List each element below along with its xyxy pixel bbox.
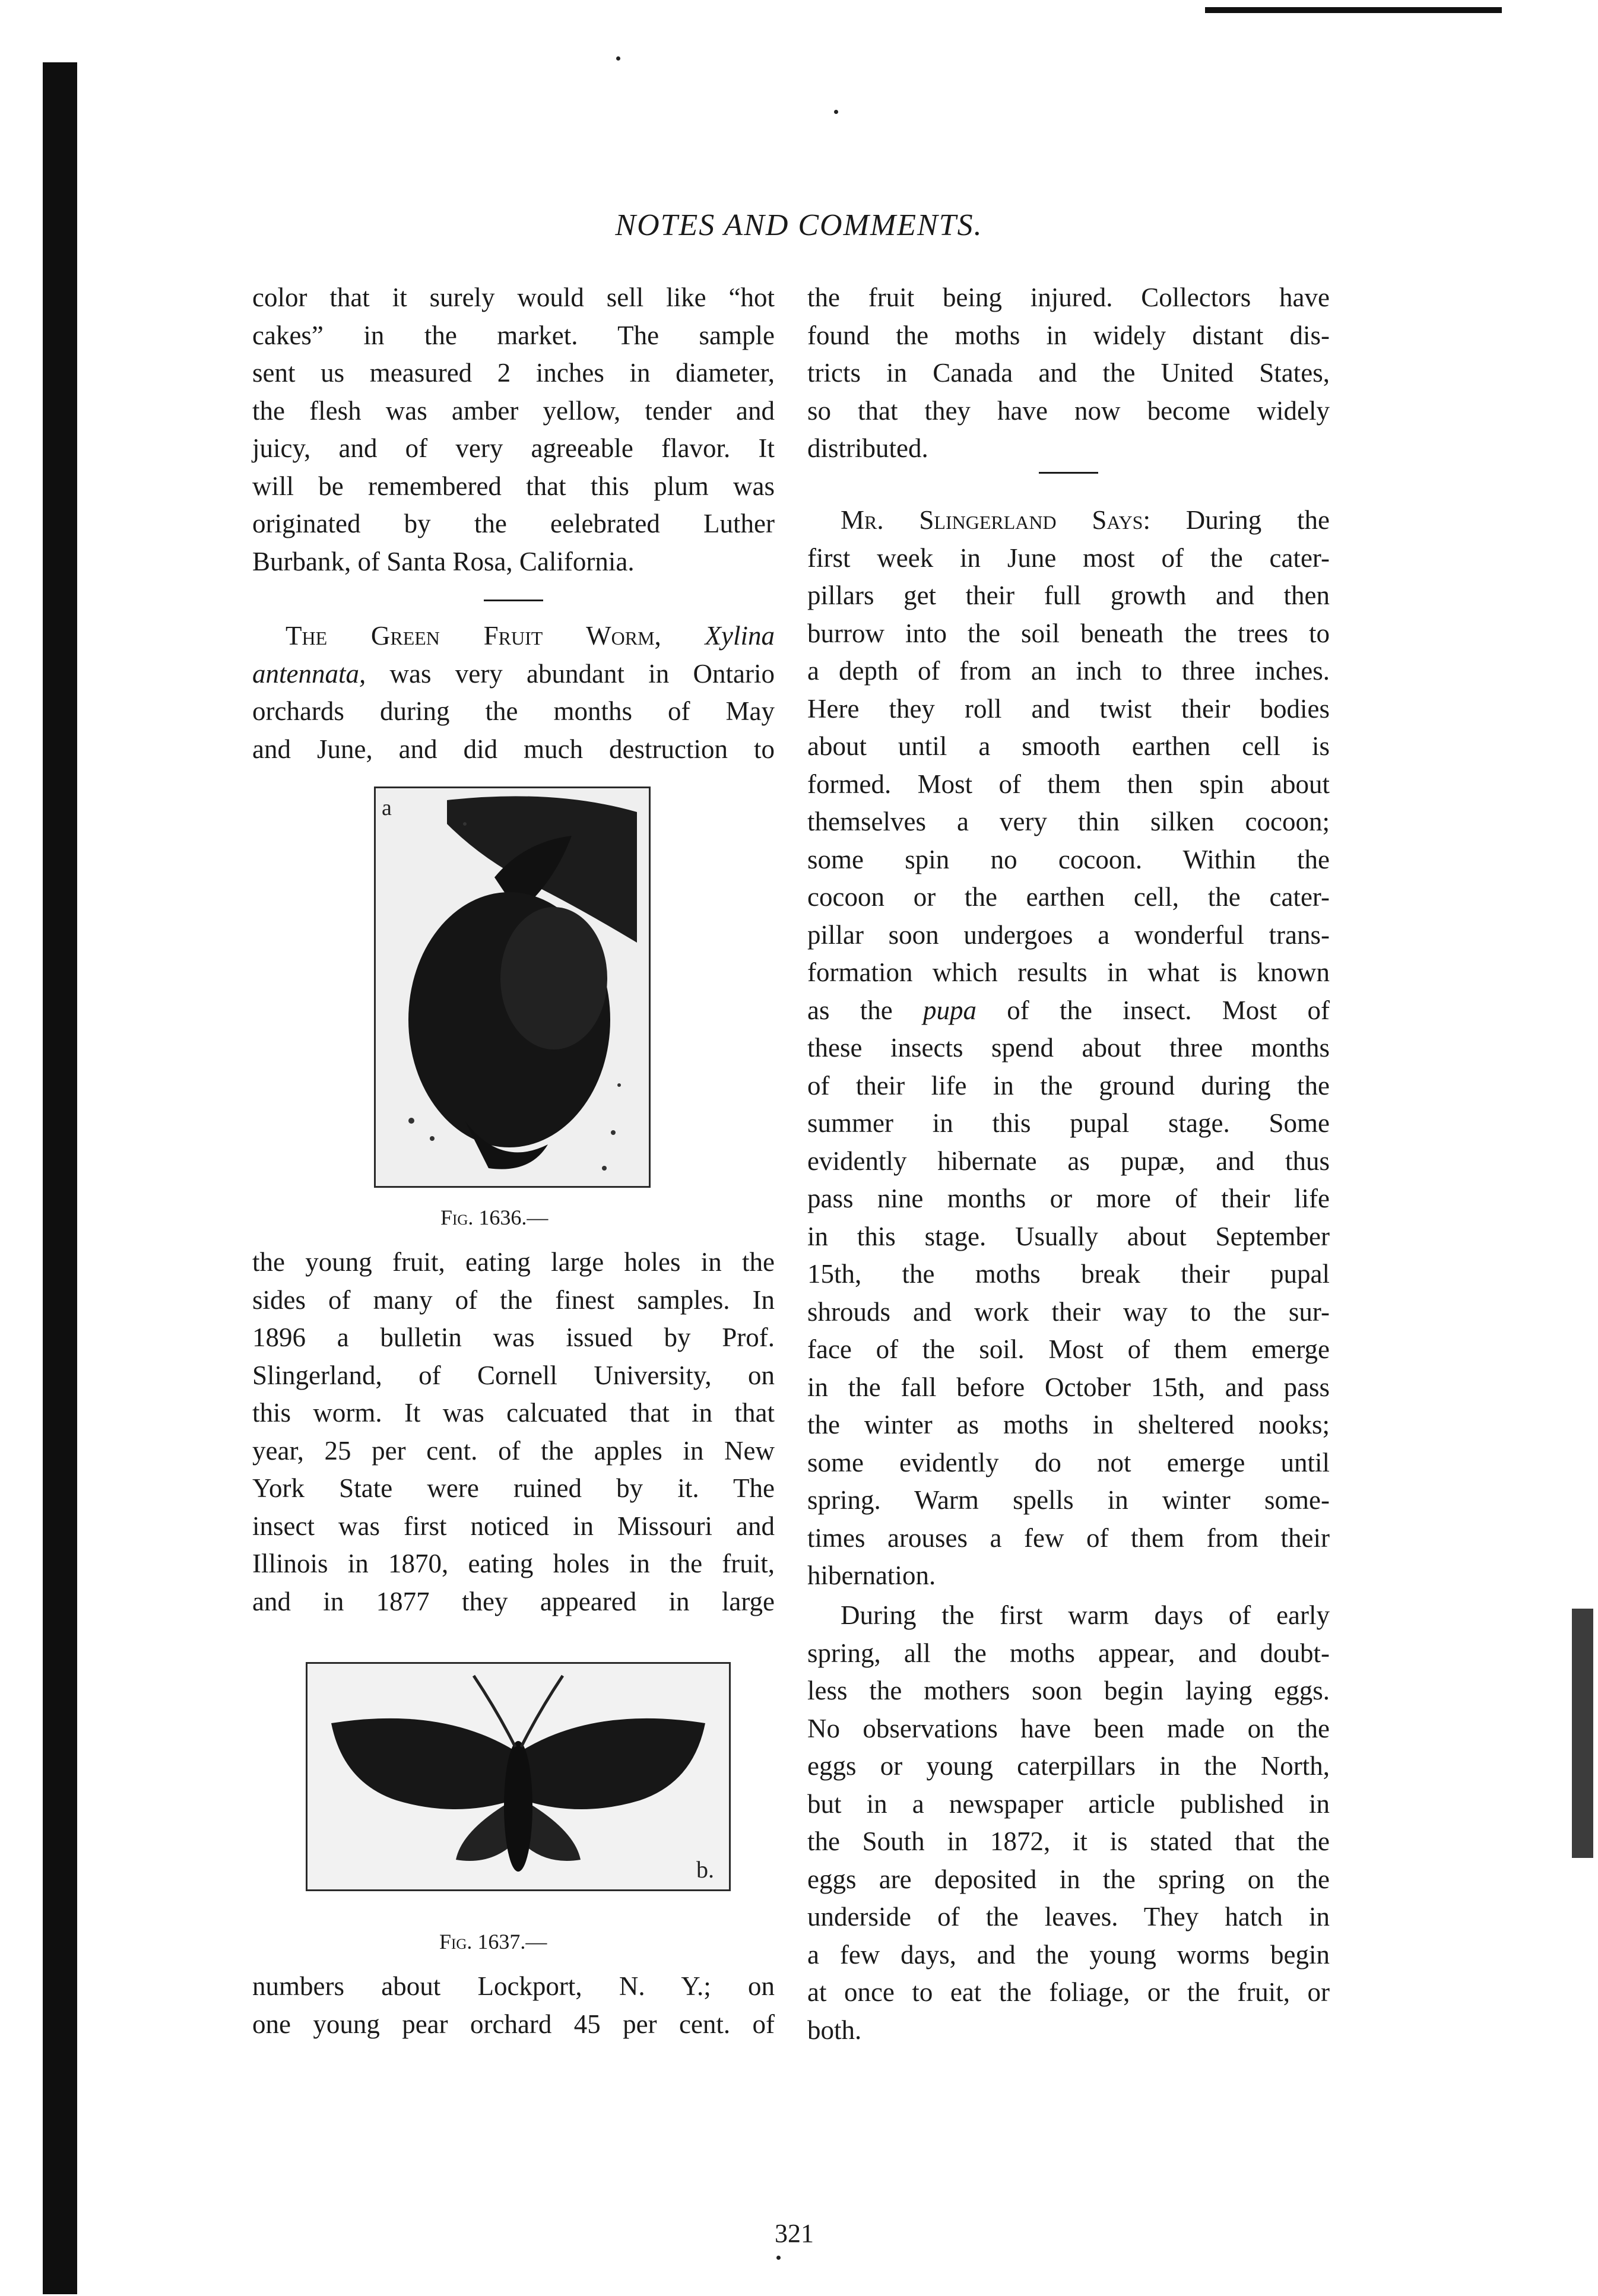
page-number: 321 — [775, 2219, 814, 2248]
text-line: color that it surely would sell like “hot — [252, 283, 775, 312]
scan-right-edge — [1572, 1609, 1593, 1858]
text-line: this worm. It was calcuated that in that — [252, 1398, 775, 1428]
text-line: Illinois in 1870, eating holes in the fruit, — [252, 1549, 775, 1578]
text-line: the winter as moths in sheltered nooks; — [807, 1410, 1330, 1439]
text-line: underside of the leaves. They hatch in — [807, 1902, 1330, 1932]
text-fragment: was very abundant in Ontario — [366, 658, 775, 689]
text-line: cakes” in the market. The sample — [252, 320, 775, 350]
section-lead: Mr. Slingerland Says: — [841, 505, 1150, 535]
text-line: numbers about Lockport, N. Y.; on — [252, 1971, 775, 2001]
text-line: will be remembered that this plum was — [252, 471, 775, 501]
scan-speck — [776, 2256, 781, 2260]
species-name: Xylina — [705, 621, 775, 651]
italic-term: pupa — [923, 995, 976, 1025]
text-line: summer in this pupal stage. Some — [807, 1108, 1330, 1138]
figure-corner-letter: b. — [696, 1856, 714, 1883]
text-line: tricts in Canada and the United States, — [807, 358, 1330, 388]
text-line: York State were ruined by it. The — [252, 1473, 775, 1503]
top-rule — [1205, 7, 1502, 13]
text-line: themselves a very thin silken cocoon; — [807, 807, 1330, 836]
text-line: times arouses a few of them from their — [807, 1523, 1330, 1553]
text-line: pillar soon undergoes a wonderful trans- — [807, 919, 1330, 950]
section-lead: The Green Fruit Worm, — [286, 621, 661, 651]
text-line: cocoon or the earthen cell, the cater- — [807, 882, 1330, 912]
text-fragment: as the — [807, 995, 923, 1025]
right-paragraph-1 — [807, 279, 1330, 468]
text-line: some evidently do not emerge until — [807, 1447, 1330, 1477]
text-fragment: of the insect. Most of — [976, 995, 1330, 1025]
text-line: pillars get their full growth and then — [807, 581, 1330, 610]
text-line: in this stage. Usually about September — [807, 1221, 1330, 1251]
text-line — [252, 617, 775, 655]
text-line: and in 1877 they appeared in large — [252, 1586, 775, 1616]
text-line: but in a newspaper article published in — [807, 1788, 1330, 1819]
figure-fruit-worm — [374, 787, 651, 1188]
text-line: burrow into the soil beneath the trees to — [807, 618, 1330, 648]
text-line: a few days, and the young worms begin — [807, 1939, 1330, 1970]
moth-illustration — [307, 1664, 729, 1889]
scan-speck — [616, 56, 620, 61]
text-line: these insects spend about three months — [807, 1033, 1330, 1063]
text-line: Slingerland, of Cornell University, on — [252, 1360, 775, 1390]
text-line: less the mothers soon begin laying eggs. — [807, 1676, 1330, 1705]
text-line: 15th, the moths break their pupal — [807, 1259, 1330, 1289]
left-paragraph-2 — [252, 617, 775, 768]
text-line: distributed. — [807, 433, 928, 463]
left-paragraph-1 — [252, 279, 775, 581]
text-line: sides of many of the finest samples. In — [252, 1285, 775, 1315]
right-paragraph-3 — [807, 1597, 1330, 2049]
text-line: orchards during the months of May — [252, 696, 775, 726]
text-line: spring, all the moths appear, and doubt- — [807, 1638, 1330, 1668]
text-line: During the first warm days of early — [841, 1600, 1330, 1630]
text-line — [252, 655, 775, 693]
running-head: NOTES AND COMMENTS. — [615, 208, 983, 242]
text-line: 1896 a bulletin was issued by Prof. — [252, 1323, 775, 1352]
text-line: evidently hibernate as pupæ, and thus — [807, 1146, 1330, 1176]
section-divider — [1039, 472, 1098, 474]
text-line: at once to eat the foliage, or the fruit, or — [807, 1977, 1330, 2007]
text-line: formation which results in what is known — [807, 957, 1330, 987]
text-line: Burbank, of Santa Rosa, California. — [252, 546, 635, 576]
section-divider — [484, 600, 543, 601]
text-line: both. — [807, 2015, 862, 2045]
text-line: year, 25 per cent. of the apples in New — [252, 1435, 775, 1466]
text-line: about until a smooth earthen cell is — [807, 731, 1330, 761]
text-line: formed. Most of them then spin about — [807, 769, 1330, 799]
text-line: spring. Warm spells in winter some- — [807, 1485, 1330, 1515]
right-paragraph-2 — [807, 502, 1330, 1595]
text-line — [807, 502, 1330, 540]
text-line: the flesh was amber yellow, tender and — [252, 395, 775, 426]
text-line — [807, 992, 1330, 1030]
text-line: pass nine months or more of their life — [807, 1184, 1330, 1213]
text-line: the young fruit, eating large holes in the — [252, 1247, 775, 1277]
text-line: originated by the eelebrated Luther — [252, 509, 775, 538]
text-line: of their life in the ground during the — [807, 1070, 1330, 1101]
text-line: so that they have now become widely — [807, 395, 1330, 426]
text-line: the fruit being injured. Collectors have — [807, 283, 1330, 312]
text-line: some spin no cocoon. Within the — [807, 844, 1330, 874]
text-fragment: During the — [1150, 505, 1330, 535]
species-name: antennata, — [252, 658, 366, 689]
text-line: sent us measured 2 inches in diameter, — [252, 358, 775, 388]
text-line: the South in 1872, it is stated that the — [807, 1826, 1330, 1856]
text-line: in the fall before October 15th, and pass — [807, 1372, 1330, 1402]
scan-speck — [834, 110, 838, 114]
text-line: hibernation. — [807, 1561, 936, 1590]
text-line: shrouds and work their way to the sur- — [807, 1296, 1330, 1327]
text-line: and June, and did much destruction to — [252, 734, 775, 764]
figure-1637-caption: Fig. 1637.— — [439, 1930, 547, 1953]
left-paragraph-3 — [252, 1244, 775, 1620]
text-line: juicy, and of very agreeable flavor. It — [252, 433, 775, 463]
text-line: eggs or young caterpillars in the North, — [807, 1751, 1330, 1781]
scan-binding-edge — [43, 62, 77, 2294]
text-line: found the moths in widely distant dis- — [807, 320, 1330, 350]
text-line: eggs are deposited in the spring on the — [807, 1864, 1330, 1894]
figure-moth — [306, 1662, 731, 1891]
fruit-worm-illustration — [376, 788, 649, 1186]
text-line: first week in June most of the cater- — [807, 543, 1330, 573]
text-line: insect was first noticed in Missouri and — [252, 1511, 775, 1541]
text-line: Here they roll and twist their bodies — [807, 693, 1330, 724]
text-line: a depth of from an inch to three inches. — [807, 656, 1330, 686]
figure-1636-caption: Fig. 1636.— — [440, 1206, 548, 1229]
left-paragraph-4 — [252, 1968, 775, 2043]
text-line: No observations have been made on the — [807, 1713, 1330, 1743]
figure-corner-letter: a — [382, 795, 392, 820]
text-line: face of the soil. Most of them emerge — [807, 1334, 1330, 1364]
text-line: one young pear orchard 45 per cent. of — [252, 2009, 775, 2039]
